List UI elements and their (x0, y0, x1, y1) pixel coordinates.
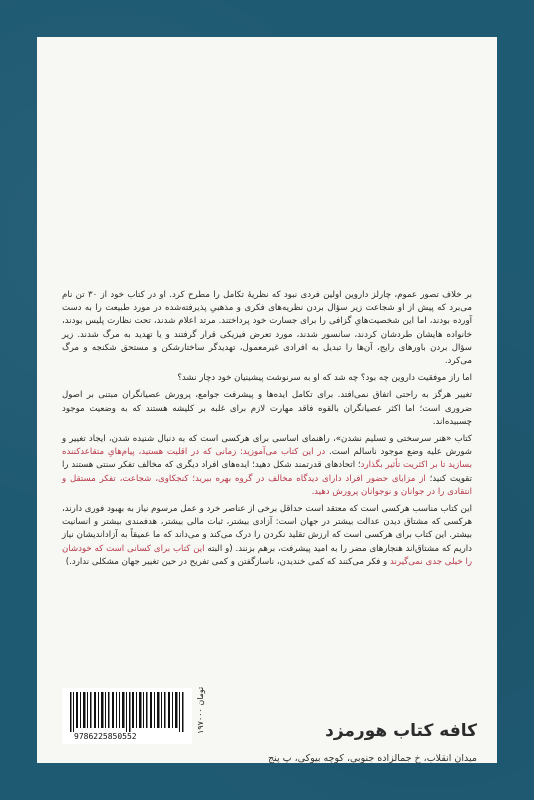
isbn-number: 9786225850552 (74, 732, 137, 741)
price-label: ۱۹۷۰۰۰ تومان (196, 686, 205, 734)
highlighted-text: از مزایای حضور افراد دارای دیدگاه مخالف در گروه بهره ببرید؛ کنجکاوی، شجاعت، تفکر مستقل و انتقادی را در جوانان و نوجوانان پرورش دهید. (62, 473, 472, 497)
paragraph-book-description-part: ؛ اتحادهای قدرتمند شکل دهید؛ ایده‌های افراد دیگری که مخالف تفکر سنتی هستند را تقویت کنید؛ (62, 460, 472, 484)
back-cover-panel (37, 37, 497, 763)
blurb-text (62, 289, 472, 573)
paragraph-question: اما راز موفقیت داروین چه بود؟ چه شد که او به سرنوشت پیشینیان خود دچار نشد؟ (177, 373, 472, 384)
paragraph-audience-part: و فکر می‌کنند که کمی خندیدن، ناسازگفتن و کمی تفریح در حین تغییر جهان مشکلی ندارد.) (65, 556, 390, 567)
paragraph-intro: بر خلاف تصور عموم، چارلز داروین اولین فردی نبود که نظریهٔ تکامل را مطرح کرد. او در کتاب خود از ۳۰ تن نام می‌برد که پیش از او شجاعت زیر سؤال بردن نظریه‌های فکری و مذهبیِ پذیرفته‌شده در مورد طبیعت را به دست آورده بودند، اما این شخصیت‌هایِ گزافی را برای جسارت خود پرداختند. مرتد اعلام شدند، تحت نظارت پلیس بودند، خانواده هایشان طردشان کردند، سانسور شدند، مورد تعرض فیزیکی قرار گرفتند و یا تهدید به مرگ شدند. زیر سؤال بردن باورهای رایج، آن‌ها را تبدیل به افرادی غیرمعمول، تهدیدگر ساختارشکن و مستحق شکنجه و مرگ می‌کرد. (62, 290, 472, 367)
publisher-block (227, 721, 477, 764)
publisher-logo: کافه کتاب هورمزد (325, 721, 477, 741)
paragraph-audience (62, 503, 472, 569)
paragraph-change: تغییر هرگز به راحتی اتفاق نمی‌افتد. برای تکامل ایده‌ها و پیشرفت جوامع، پرورش عصیانگران مبتنی بر اصول ضروری است؛ اما اکثر عصیانگران بالقوه فاقد مهارت لازم برای غلبه بر کلیشه هستند که به وضعیت موجود چسبیده‌اند. (62, 390, 472, 427)
publisher-address: میدان انقلاب، خ جمالزاده جنوبی، کوچه بیوکی، پ پنج (267, 753, 477, 764)
highlighted-text: این کتاب برای کسانی است که خودشان را خیلی جدی نمی‌گیرند (62, 543, 472, 567)
paragraph-book-description-part: کتاب «هنر سرسختی و تسلیم نشدن»، راهنمای اساسی برای هرکسی است که به دنبال شنیده شدن، ایجاد تغییر و شورش علیه وضع موجود ناسالم است. (62, 434, 472, 458)
paragraph-audience-part: این کتاب مناسب هرکسی است که معتقد است حداقل برخی از عناصر خرد و عمل مرسوم نیاز به بهبود فوری دارند، هرکسی که مشتاق دیدن عدالت بیشتر در جهان است: آزادی بیشتر، ثبات مالی بیشتر، هدفمندی بیشتر و انسانیت بیشتر. این کتاب برای هرکسی است که ارزش تقلید نکردن را درک می‌کند و می‌داند که ما عمیقاً به آزاداندیشان نیاز داریم که مشتاق‌اند هنجارهای مضر را به امید پیشرفت، برهم بزنند. (و البته (62, 504, 473, 554)
highlighted-text: در این کتاب می‌آموزید: زمانی که در اقلیت هستید، پیام‌هایِ متقاعدکننده بسازید تا بر اکثریت تأثیر بگذارد (62, 447, 472, 471)
barcode-bars (68, 692, 186, 732)
barcode (62, 688, 192, 744)
paragraph-book-description (62, 433, 472, 499)
